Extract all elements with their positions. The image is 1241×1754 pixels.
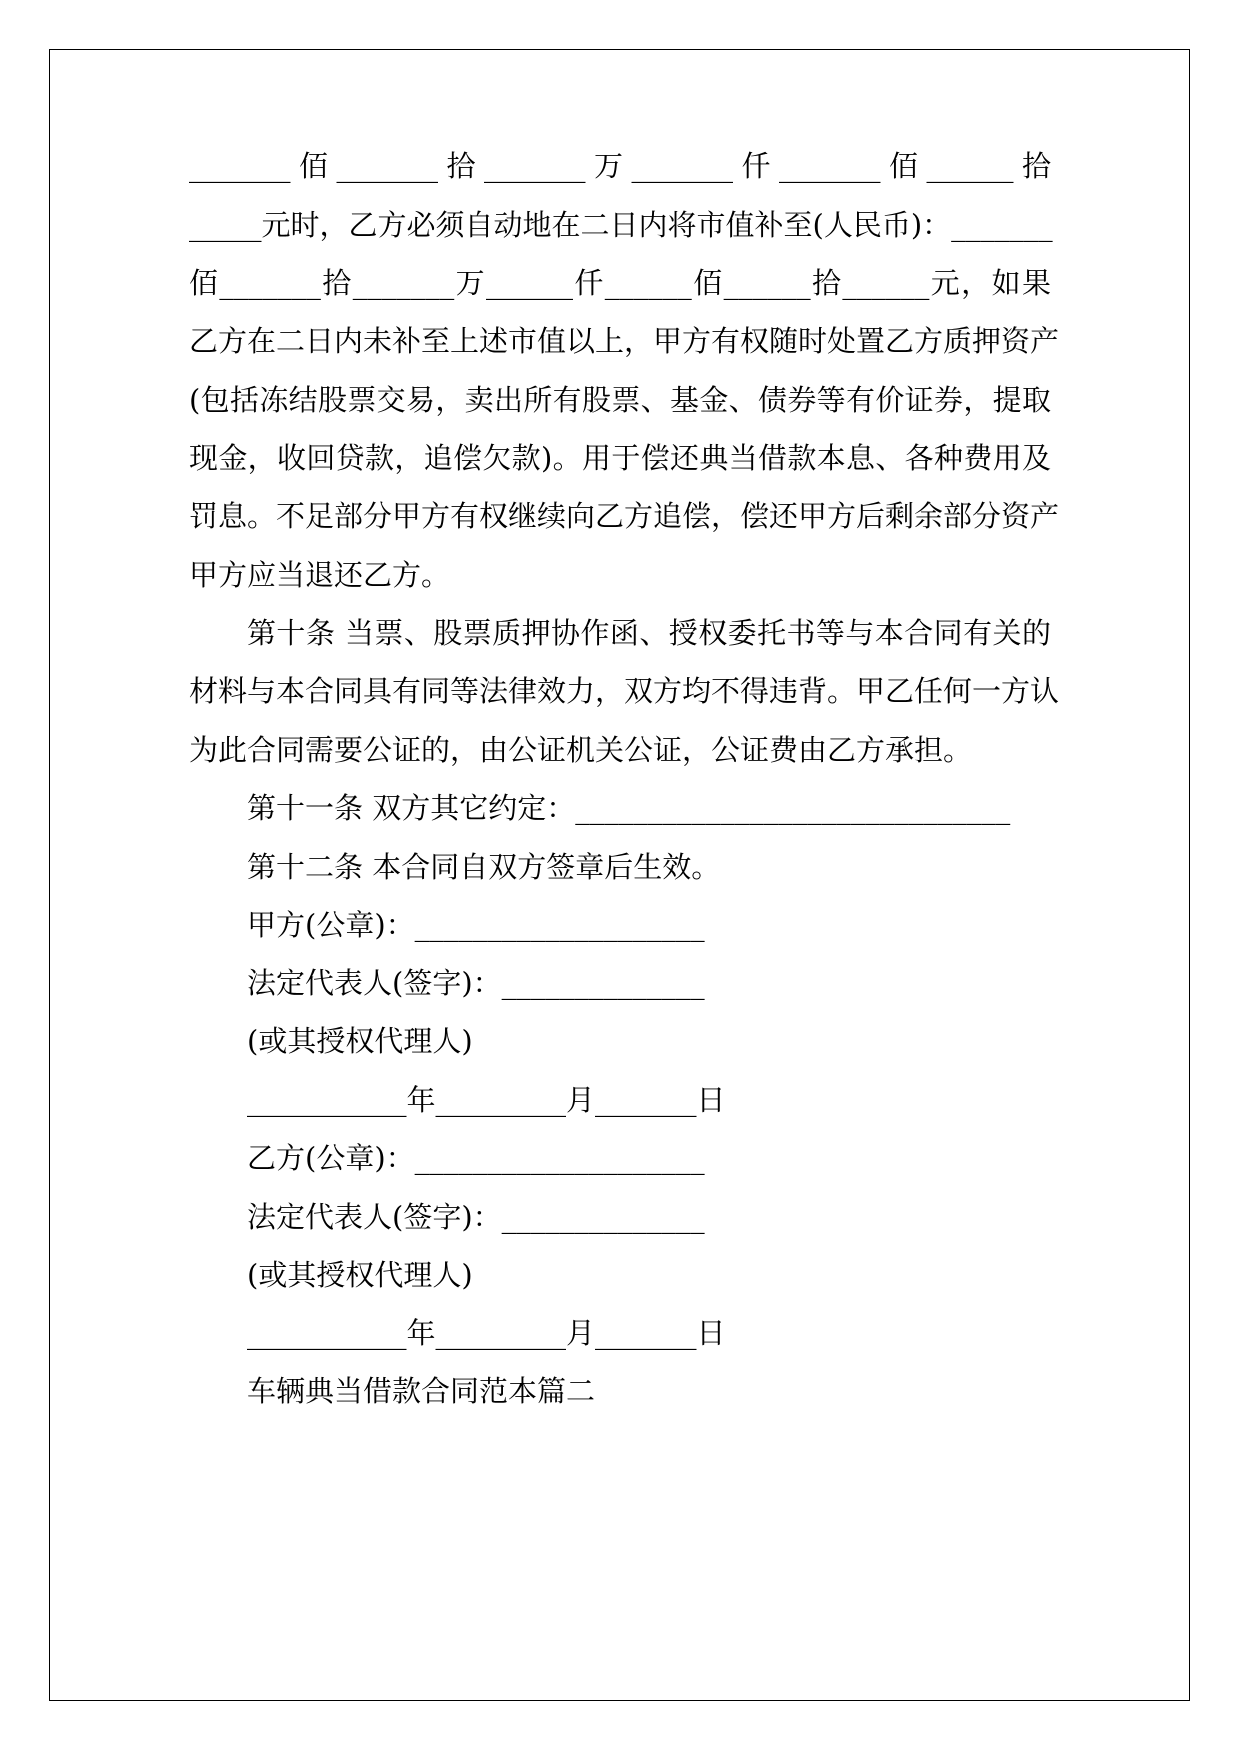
text-line-1: _______佰_______拾_______万_______仟_______佰______拾 [189,149,1051,183]
text-line-5: (包括冻结股票交易，卖出所有股票、基金、债券等有价证券，提取 [189,383,1051,417]
party-b-date: ___________年_________月_______日 [247,1316,726,1350]
article-10-line-3: 为此合同需要公证的，由公证机关公证，公证费由乙方承担。 [189,733,973,767]
article-11: 第十一条 双方其它约定：______________________________ [247,791,1011,825]
text-line-8: 甲方应当退还乙方。 [189,558,451,592]
article-12: 第十二条 本合同自双方签章后生效。 [247,850,721,884]
party-a-seal: 甲方(公章)：____________________ [247,908,705,942]
party-b-representative: 法定代表人(签字)：______________ [247,1200,705,1234]
text-line-6: 现金，收回贷款，追偿欠款)。用于偿还典当借款本息、各种费用及 [189,441,1051,475]
text-line-3: 佰_______拾_______万______仟______佰______拾______元，如果 [189,266,1051,300]
party-a-date: ___________年_________月_______日 [247,1083,726,1117]
party-b-seal: 乙方(公章)：____________________ [247,1141,705,1175]
next-section-heading: 车辆典当借款合同范本篇二 [247,1374,596,1408]
text-line-4: 乙方在二日内未补至上述市值以上，甲方有权随时处置乙方质押资产 [189,324,1060,358]
party-a-representative: 法定代表人(签字)：______________ [247,966,705,1000]
article-10-line-1: 第十条 当票、股票质押协作函、授权委托书等与本合同有关的 [247,616,1051,650]
party-a-agent: (或其授权代理人) [247,1024,473,1058]
text-line-2: _____元时，乙方必须自动地在二日内将市值补至(人民币)：_______ [189,208,1053,242]
party-b-agent: (或其授权代理人) [247,1258,473,1292]
article-10-line-2: 材料与本合同具有同等法律效力，双方均不得违背。甲乙任何一方认 [189,674,1060,708]
text-line-7: 罚息。不足部分甲方有权继续向乙方追偿，偿还甲方后剩余部分资产 [189,499,1060,533]
